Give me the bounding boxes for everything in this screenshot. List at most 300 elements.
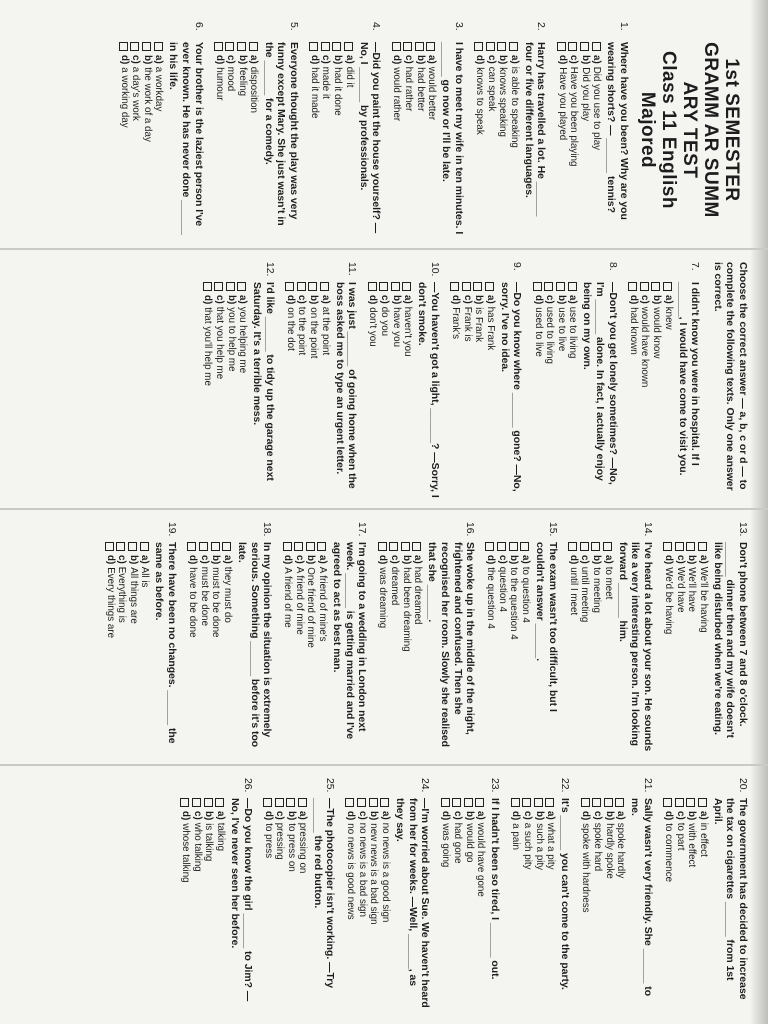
answer-option[interactable] — [308, 42, 320, 238]
checkbox-icon[interactable] — [568, 282, 577, 291]
checkbox-icon[interactable] — [412, 542, 421, 551]
checkbox-icon[interactable] — [332, 42, 341, 51]
checkbox-icon[interactable] — [509, 42, 518, 51]
answer-option[interactable] — [533, 798, 545, 1008]
option-letter: d) — [180, 811, 192, 821]
answer-option[interactable] — [295, 282, 307, 498]
checkbox-icon[interactable] — [475, 798, 484, 807]
checkbox-icon[interactable] — [604, 798, 613, 807]
question-row — [439, 22, 464, 238]
checkbox-icon[interactable] — [698, 542, 707, 551]
answer-option[interactable] — [414, 42, 426, 238]
option-text: to press — [262, 823, 274, 859]
answer-option[interactable] — [472, 282, 484, 498]
answer-option[interactable] — [262, 798, 274, 1008]
option-letter: a) — [139, 555, 151, 564]
answer-option[interactable] — [356, 798, 368, 1008]
answer-option[interactable] — [152, 42, 164, 238]
answer-option[interactable] — [344, 798, 356, 1008]
answer-option[interactable] — [104, 542, 116, 754]
option-text: to meeting — [590, 567, 602, 613]
answer-option[interactable] — [319, 282, 331, 498]
option-text: had gone — [452, 822, 464, 864]
answer-option[interactable] — [224, 282, 236, 498]
answer-option[interactable] — [673, 798, 685, 1008]
answer-option[interactable] — [201, 282, 213, 498]
option-letter: b) — [305, 555, 317, 565]
answer-option[interactable] — [366, 282, 378, 498]
option-text: is Frank — [473, 307, 485, 343]
checkbox-icon[interactable] — [497, 542, 506, 551]
answer-option[interactable] — [343, 42, 355, 238]
option-letter: b) — [686, 555, 698, 565]
option-text: whose talking — [180, 823, 192, 883]
answer-options — [662, 542, 708, 754]
checkbox-icon[interactable] — [298, 798, 307, 807]
answer-option[interactable] — [602, 798, 614, 1008]
answer-option[interactable] — [638, 282, 650, 498]
checkbox-icon[interactable] — [522, 798, 531, 807]
answer-option[interactable] — [555, 282, 567, 498]
option-letter: b) — [590, 555, 602, 565]
answer-option[interactable] — [236, 282, 248, 498]
answer-option[interactable] — [127, 542, 139, 754]
checkbox-icon[interactable] — [380, 798, 389, 807]
answer-option[interactable] — [285, 798, 297, 1008]
answer-option[interactable] — [304, 542, 316, 754]
option-text: no news is a bad sign — [356, 822, 368, 917]
answer-option[interactable] — [202, 798, 214, 1008]
checkbox-icon[interactable] — [204, 798, 213, 807]
checkbox-icon[interactable] — [119, 42, 128, 51]
checkbox-icon[interactable] — [215, 798, 224, 807]
checkbox-icon[interactable] — [368, 282, 377, 291]
checkbox-icon[interactable] — [545, 798, 554, 807]
answer-option[interactable] — [661, 282, 673, 498]
checkbox-icon[interactable] — [294, 542, 303, 551]
option-letter: d) — [627, 295, 639, 305]
answer-option[interactable] — [673, 542, 685, 754]
answer-option[interactable] — [463, 798, 475, 1008]
checkbox-icon[interactable] — [320, 282, 329, 291]
checkbox-icon[interactable] — [663, 798, 672, 807]
checkbox-icon[interactable] — [378, 542, 387, 551]
checkbox-icon[interactable] — [275, 798, 284, 807]
question-row — [628, 778, 653, 1008]
checkbox-icon[interactable] — [557, 42, 566, 51]
answer-option[interactable] — [650, 282, 662, 498]
checkbox-icon[interactable] — [485, 282, 494, 291]
option-text: would have gone — [475, 822, 487, 897]
option-text: would know — [650, 307, 662, 359]
question-item — [509, 778, 570, 1008]
option-text: Did you play — [579, 67, 591, 122]
answer-option[interactable] — [519, 542, 531, 754]
answer-option[interactable] — [590, 542, 602, 754]
option-letter: a) — [484, 295, 496, 304]
checkbox-icon[interactable] — [392, 42, 401, 51]
answer-option[interactable] — [439, 798, 451, 1008]
answer-option[interactable] — [236, 42, 248, 238]
question-list — [104, 522, 749, 754]
answer-option[interactable] — [591, 798, 603, 1008]
answer-option[interactable] — [425, 42, 437, 238]
checkbox-icon[interactable] — [130, 42, 139, 51]
checkbox-icon[interactable] — [497, 42, 506, 51]
option-text: you helping me — [237, 306, 249, 374]
checkbox-icon[interactable] — [345, 798, 354, 807]
option-text: knew — [662, 306, 674, 330]
question-text: Sally wasn't very friendly. She ______ to me. — [629, 798, 653, 997]
test-title — [637, 22, 742, 238]
answer-option[interactable] — [141, 42, 153, 238]
checkbox-icon[interactable] — [237, 42, 246, 51]
option-text: Have you been playing — [568, 66, 580, 167]
answer-option[interactable] — [532, 282, 544, 498]
checkbox-icon[interactable] — [415, 42, 424, 51]
checkbox-icon[interactable] — [581, 798, 590, 807]
answer-options — [281, 542, 327, 754]
checkbox-icon[interactable] — [192, 798, 201, 807]
answer-option[interactable] — [411, 542, 423, 754]
checkbox-icon[interactable] — [226, 282, 235, 291]
option-letter: c) — [674, 811, 686, 820]
checkbox-icon[interactable] — [214, 42, 223, 51]
checkbox-icon[interactable] — [403, 42, 412, 51]
checkbox-icon[interactable] — [474, 42, 483, 51]
checkbox-icon[interactable] — [686, 798, 695, 807]
checkbox-icon[interactable] — [486, 42, 495, 51]
checkbox-icon[interactable] — [344, 42, 353, 51]
answer-option[interactable] — [281, 542, 293, 754]
answer-option[interactable] — [601, 542, 613, 754]
answer-option[interactable] — [473, 42, 485, 238]
option-text: We'd be having — [662, 567, 674, 635]
checkbox-icon[interactable] — [464, 798, 473, 807]
checkbox-icon[interactable] — [663, 282, 672, 291]
question-item — [579, 778, 653, 1008]
question-number: 21. — [641, 778, 653, 793]
answer-option[interactable] — [567, 42, 579, 238]
option-letter: a) — [697, 555, 709, 564]
option-text: new news is a bad sign — [368, 823, 380, 925]
answer-option[interactable] — [179, 798, 191, 1008]
option-text: Did you use to play — [591, 66, 603, 151]
option-letter: c) — [496, 555, 508, 564]
checkbox-icon[interactable] — [568, 542, 577, 551]
checkbox-icon[interactable] — [211, 542, 220, 551]
answer-option[interactable] — [451, 798, 463, 1008]
answer-option[interactable] — [224, 42, 236, 238]
option-letter: d) — [485, 555, 497, 565]
checkbox-icon[interactable] — [154, 42, 163, 51]
option-letter: c) — [452, 811, 464, 820]
option-letter: d) — [473, 55, 485, 65]
option-letter: c) — [356, 811, 368, 820]
checkbox-icon[interactable] — [203, 282, 212, 291]
answer-option[interactable] — [685, 798, 697, 1008]
option-letter: a) — [697, 811, 709, 820]
question-number: 24. — [419, 778, 431, 793]
answer-option[interactable] — [319, 42, 331, 238]
option-letter: a) — [520, 555, 531, 564]
answer-option[interactable] — [390, 282, 402, 498]
answer-option[interactable] — [484, 282, 496, 498]
answer-option[interactable] — [209, 542, 221, 754]
checkbox-icon[interactable] — [297, 282, 306, 291]
option-letter: a) — [380, 811, 392, 820]
checkbox-icon[interactable] — [391, 282, 400, 291]
option-letter: a) — [402, 295, 414, 304]
question-row — [261, 22, 299, 238]
question-row — [604, 22, 629, 238]
checkbox-icon[interactable] — [462, 282, 471, 291]
checkbox-icon[interactable] — [520, 542, 529, 551]
checkbox-icon[interactable] — [592, 798, 601, 807]
answer-option[interactable] — [331, 42, 343, 238]
answer-option[interactable] — [509, 798, 521, 1008]
question-item — [308, 22, 382, 238]
answer-option[interactable] — [401, 282, 413, 498]
option-letter: d) — [377, 555, 389, 565]
answer-option[interactable] — [367, 798, 379, 1008]
answer-option[interactable] — [507, 542, 519, 754]
option-text: to commence — [662, 823, 674, 883]
option-letter: d) — [510, 811, 522, 821]
question-row — [425, 522, 475, 754]
checkbox-icon[interactable] — [441, 798, 450, 807]
question-number: 22. — [559, 778, 571, 793]
checkbox-icon[interactable] — [628, 282, 637, 291]
checkbox-icon[interactable] — [214, 282, 223, 291]
answer-option[interactable] — [402, 42, 414, 238]
option-text: has Frank — [484, 306, 496, 351]
answer-option[interactable] — [221, 542, 233, 754]
checkbox-icon[interactable] — [237, 282, 246, 291]
answer-option[interactable] — [316, 542, 328, 754]
checkbox-icon[interactable] — [580, 542, 589, 551]
checkbox-icon[interactable] — [285, 282, 294, 291]
answer-option[interactable] — [213, 282, 225, 498]
answer-option[interactable] — [461, 282, 473, 498]
answer-option[interactable] — [273, 798, 285, 1008]
checkbox-icon[interactable] — [306, 542, 315, 551]
answer-options — [449, 282, 495, 498]
checkbox-icon[interactable] — [321, 42, 330, 51]
answer-options — [532, 282, 578, 498]
checkbox-icon[interactable] — [640, 282, 649, 291]
answer-option[interactable] — [474, 798, 486, 1008]
checkbox-icon[interactable] — [286, 798, 295, 807]
question-item — [376, 522, 475, 754]
option-text: with effect — [686, 823, 698, 868]
answer-option[interactable] — [307, 282, 319, 498]
answer-option[interactable] — [496, 542, 508, 754]
answer-option[interactable] — [247, 42, 259, 238]
option-letter: c) — [674, 555, 686, 564]
checkbox-icon[interactable] — [140, 542, 149, 551]
option-text: would rather — [391, 67, 403, 122]
checkbox-icon[interactable] — [511, 798, 520, 807]
answer-option[interactable] — [378, 282, 390, 498]
answer-options — [186, 542, 232, 754]
option-letter: c) — [522, 811, 533, 820]
checkbox-icon[interactable] — [544, 282, 553, 291]
checkbox-icon[interactable] — [485, 542, 494, 551]
answer-option[interactable] — [400, 542, 412, 754]
checkbox-icon[interactable] — [225, 42, 234, 51]
checkbox-icon[interactable] — [309, 42, 318, 51]
checkbox-icon[interactable] — [389, 542, 398, 551]
answer-option[interactable] — [284, 282, 296, 498]
answer-option[interactable] — [496, 42, 508, 238]
answer-options — [567, 542, 613, 754]
checkbox-icon[interactable] — [401, 542, 410, 551]
checkbox-icon[interactable] — [379, 282, 388, 291]
question-item — [662, 778, 748, 1008]
checkbox-icon[interactable] — [369, 798, 378, 807]
option-text: in effect — [697, 822, 709, 857]
checkbox-icon[interactable] — [128, 542, 137, 551]
answer-option[interactable] — [544, 798, 556, 1008]
option-text: A friend of me — [282, 567, 294, 628]
answer-option[interactable] — [484, 42, 496, 238]
answer-option[interactable] — [293, 542, 305, 754]
checkbox-icon[interactable] — [263, 798, 272, 807]
answer-option[interactable] — [662, 542, 674, 754]
question-number: 15. — [546, 522, 558, 537]
question-number: 4. — [370, 22, 382, 31]
checkbox-icon[interactable] — [357, 798, 366, 807]
answer-option[interactable] — [697, 798, 709, 1008]
question-row — [580, 262, 618, 498]
answer-option[interactable] — [484, 542, 496, 754]
checkbox-icon[interactable] — [187, 542, 196, 551]
checkbox-icon[interactable] — [556, 282, 565, 291]
answer-option[interactable] — [214, 798, 226, 1008]
answer-option[interactable] — [662, 798, 674, 1008]
checkbox-icon[interactable] — [580, 42, 589, 51]
checkbox-icon[interactable] — [675, 542, 684, 551]
answer-option[interactable] — [614, 798, 626, 1008]
option-letter: b) — [473, 295, 485, 305]
answer-option[interactable] — [376, 542, 388, 754]
answer-option[interactable] — [129, 42, 141, 238]
answer-option[interactable] — [449, 282, 461, 498]
checkbox-icon[interactable] — [568, 42, 577, 51]
checkbox-icon[interactable] — [533, 282, 542, 291]
answer-option[interactable] — [685, 542, 697, 754]
checkbox-icon[interactable] — [308, 282, 317, 291]
checkbox-icon[interactable] — [509, 542, 518, 551]
answer-option[interactable] — [566, 282, 578, 498]
checkbox-icon[interactable] — [603, 542, 612, 551]
checkbox-icon[interactable] — [686, 542, 695, 551]
answer-option[interactable] — [578, 542, 590, 754]
question-number: 14. — [641, 522, 653, 537]
answer-option[interactable] — [115, 542, 127, 754]
option-letter: d) — [104, 555, 116, 565]
option-letter: b) — [463, 811, 475, 821]
answer-options — [117, 42, 163, 238]
answer-option[interactable] — [579, 42, 591, 238]
checkbox-icon[interactable] — [426, 42, 435, 51]
checkbox-icon[interactable] — [116, 542, 125, 551]
question-number: 3. — [452, 22, 464, 31]
checkbox-icon[interactable] — [180, 798, 189, 807]
checkbox-icon[interactable] — [675, 798, 684, 807]
checkbox-icon[interactable] — [615, 798, 624, 807]
option-text: had better — [414, 67, 426, 112]
option-text: no news is good news — [345, 823, 357, 920]
answer-option[interactable] — [508, 42, 520, 238]
answer-option[interactable] — [191, 798, 203, 1008]
answer-option[interactable] — [388, 542, 400, 754]
question-item — [449, 262, 523, 498]
checkbox-icon[interactable] — [450, 282, 459, 291]
answer-option[interactable] — [186, 542, 198, 754]
question-row — [166, 22, 204, 238]
question-number: 19. — [166, 522, 178, 537]
question-row — [234, 522, 272, 754]
checkbox-icon[interactable] — [142, 42, 151, 51]
checkbox-icon[interactable] — [283, 542, 292, 551]
answer-option[interactable] — [379, 798, 391, 1008]
checkbox-icon[interactable] — [452, 798, 461, 807]
checkbox-icon[interactable] — [222, 542, 231, 551]
answer-option[interactable] — [543, 282, 555, 498]
option-text: what a pity — [545, 822, 557, 870]
question-item — [117, 22, 203, 238]
option-letter: a) — [317, 555, 329, 564]
option-letter: c) — [579, 555, 591, 564]
answer-option[interactable] — [555, 42, 567, 238]
panel-3 — [95, 522, 749, 754]
question-number: 20. — [737, 778, 748, 793]
answer-option[interactable] — [697, 542, 709, 754]
panel-4 — [170, 778, 748, 1008]
checkbox-icon[interactable] — [698, 798, 707, 807]
question-row — [356, 22, 381, 238]
checkbox-icon[interactable] — [473, 282, 482, 291]
answer-option[interactable] — [296, 798, 308, 1008]
answer-option[interactable] — [579, 798, 591, 1008]
checkbox-icon[interactable] — [105, 542, 114, 551]
checkbox-icon[interactable] — [663, 542, 672, 551]
answer-option[interactable] — [198, 542, 210, 754]
answer-option[interactable] — [138, 542, 150, 754]
checkbox-icon[interactable] — [402, 282, 411, 291]
answer-option[interactable] — [590, 42, 602, 238]
checkbox-icon[interactable] — [534, 798, 543, 807]
answer-option[interactable] — [213, 42, 225, 238]
answer-option[interactable] — [521, 798, 533, 1008]
checkbox-icon[interactable] — [317, 542, 326, 551]
checkbox-icon[interactable] — [199, 542, 208, 551]
checkbox-icon[interactable] — [651, 282, 660, 291]
answer-option[interactable] — [567, 542, 579, 754]
checkbox-icon[interactable] — [249, 42, 258, 51]
answer-option[interactable] — [627, 282, 639, 498]
answer-option[interactable] — [390, 42, 402, 238]
checkbox-icon[interactable] — [591, 542, 600, 551]
option-letter: c) — [274, 811, 286, 820]
option-text: that you'll help me — [202, 307, 214, 386]
question-text: Everyone thought the play was very funny except Mary. She just wasn't in the ______ for a comedy. — [262, 42, 299, 226]
checkbox-icon[interactable] — [592, 42, 601, 51]
question-item — [390, 22, 464, 238]
answer-option[interactable] — [117, 42, 129, 238]
